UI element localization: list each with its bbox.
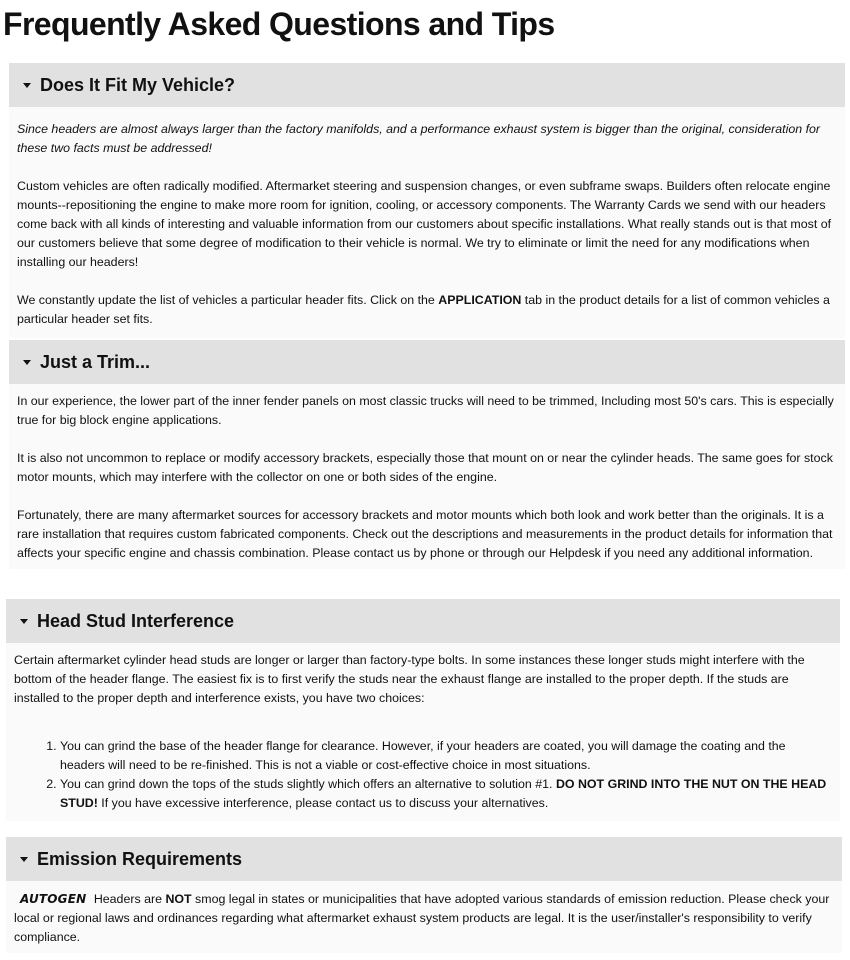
paragraph: It is also not uncommon to replace or modify accessory brackets, especially those that mount on or near the cylinder heads. The same goes for stock motor mounts, which may interfere with the collector on one or both sides of the engine. xyxy=(17,451,833,484)
paragraph: Custom vehicles are often radically modified. Aftermarket steering and suspension changes, or even subframe swaps. Builders often relocate engine mounts--repositioning the engine to make more room for ignition, cooling, or accessory components. The Warranty Cards we send with our headers come back with all kinds of interesting and valuable information from our customers about specific installations. What really stands out is that most of our customers believe that some degree of modification to their vehicle is normal. We try to eliminate or limit the need for any modifications when installing our headers! xyxy=(17,179,832,269)
section-title: Head Stud Interference xyxy=(37,610,235,631)
not-emphasis: NOT xyxy=(165,892,192,906)
list-item: 2. You can grind down the tops of the studs slightly which offers an alternative to solution #1. DO NOT GRIND INTO THE NUT ON THE HEAD STUD! If you have excessive interference, please contact us to discuss your alternatives. xyxy=(60,775,832,813)
section-body xyxy=(9,107,845,338)
section-title: Just a Trim... xyxy=(40,351,151,372)
paragraph: We constantly update the list of vehicles a particular header fits. Click on the APPLICATION tab in the product details for a list of common vehicles a particular header set fits. xyxy=(17,293,830,326)
caret-down-icon xyxy=(20,857,28,862)
section-title: Emission Requirements xyxy=(37,848,243,869)
caret-down-icon xyxy=(23,83,31,88)
section-title: Does It Fit My Vehicle? xyxy=(40,74,236,95)
paragraph: AUTOGEN Headers are NOT smog legal in states or municipalities that have adopted various standards of emission reduction. Please check your local or regional laws and ordinances regarding what aftermarket exhaust system products are legal. It is the user/installer's responsibility to verify compliance. xyxy=(14,892,830,944)
autogen-logo: AUTOGEN xyxy=(20,892,87,906)
faq-section-emission xyxy=(6,837,842,953)
section-body xyxy=(6,881,842,953)
section-body xyxy=(9,384,845,569)
page-title: Frequently Asked Questions and Tips xyxy=(3,6,555,42)
section-header-head-stud[interactable] xyxy=(6,599,840,643)
caret-down-icon xyxy=(20,619,28,624)
application-tab-ref: APPLICATION xyxy=(438,293,522,307)
list-item: 1. You can grind the base of the header flange for clearance. However, if your headers are coated, you will damage the coating and the headers will need to be re-finished. This is not a viable or cost-effective choice in most situations. xyxy=(60,737,832,775)
faq-section-trim xyxy=(9,340,845,569)
intro-paragraph: Since headers are almost always larger than the factory manifolds, and a performance exhaust system is bigger than the original, consideration for these two facts must be addressed! xyxy=(17,122,821,155)
section-header-fit[interactable] xyxy=(9,63,845,107)
paragraph: In our experience, the lower part of the inner fender panels on most classic trucks will need to be trimmed, Including most 50's cars. This is especially true for big block engine applications. xyxy=(17,394,834,427)
warning-text: DO NOT GRIND INTO THE NUT ON THE HEAD STUD! xyxy=(60,777,827,810)
paragraph: Certain aftermarket cylinder head studs are longer or larger than factory-type bolts. In some instances these longer studs might interfere with the bottom of the header flange. The easiest fix is to first verify the studs near the exhaust flange are installed to the proper depth. If the studs are installed to the proper depth and interference exists, you have two choices: xyxy=(14,653,805,705)
section-body xyxy=(6,643,840,821)
faq-section-fit xyxy=(9,63,845,338)
faq-section-head-stud xyxy=(6,599,840,821)
section-header-emission[interactable] xyxy=(6,837,842,881)
choices-list xyxy=(14,737,832,813)
section-header-trim[interactable] xyxy=(9,340,845,384)
caret-down-icon xyxy=(23,360,31,365)
paragraph: Fortunately, there are many aftermarket sources for accessory brackets and motor mounts which both look and work better than the originals. It is a rare installation that requires custom fabricated components. Check out the descriptions and measurements in the product details for information that affects your specific engine and chassis combination. Please contact us by phone or through our Helpdesk if you need any additional information. xyxy=(17,508,833,560)
